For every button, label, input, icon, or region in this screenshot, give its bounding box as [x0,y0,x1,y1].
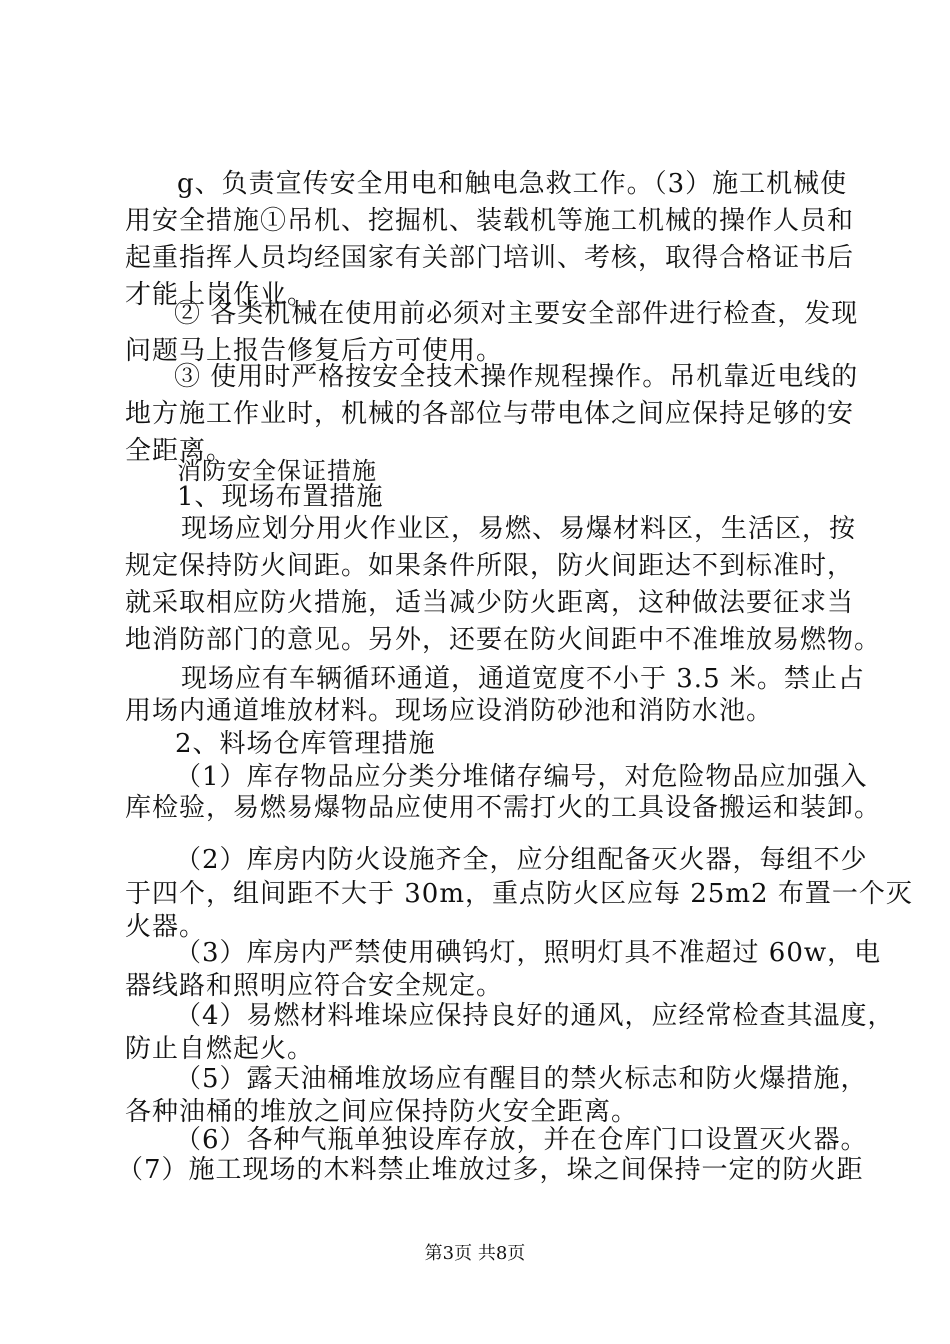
text-line: 各种油桶的堆放之间应保持防火安全距离。 [125,1097,639,1127]
text-line: （2）库房内防火设施齐全，应分组配备灭火器，每组不少 [175,845,868,875]
text-line: ③ 使用时严格按安全技术操作规程操作。吊机靠近电线的 [174,362,859,392]
text-line: 规定保持防火间距。如果条件所限，防火间距达不到标准时， [125,551,855,581]
text-line: 于四个，组间距不大于 30m，重点防火区应每 25m2 布置一个灭 [125,879,913,909]
text-line: 现场应有车辆循环通道，通道宽度不小于 3.5 米。禁止占 [181,664,865,694]
text-line: 用场内通道堆放材料。现场应设消防砂池和消防水池。 [125,696,774,726]
text-line: 现场应划分用火作业区，易燃、易爆材料区，生活区，按 [181,514,857,544]
text-line: 地消防部门的意见。另外，还要在防火间距中不准堆放易燃物。 [125,625,882,655]
text-line: ② 各类机械在使用前必须对主要安全部件进行检查，发现 [174,299,859,329]
text-line: 器线路和照明应符合安全规定。 [125,971,504,1001]
text-line: 全距离。 [125,436,234,466]
text-line: 用安全措施①吊机、挖掘机、装载机等施工机械的操作人员和 [125,206,855,236]
text-line: 地方施工作业时，机械的各部位与带电体之间应保持足够的安 [125,399,855,429]
text-line: （4）易燃材料堆垛应保持良好的通风，应经常检查其温度， [175,1001,895,1031]
page-number-footer: 第3页 共8页 [424,1243,526,1264]
subsection-heading: 2、料场仓库管理措施 [175,729,436,759]
text-line: 才能上岗作业。 [125,280,315,310]
text-line: 火器。 [125,912,207,942]
text-line: 库检验，易燃易爆物品应使用不需打火的工具设备搬运和装卸。 [125,793,882,823]
text-line: （6）各种气瓶单独设库存放，并在仓库门口设置灭火器。 [175,1125,868,1155]
text-line: （1）库存物品应分类分堆储存编号，对危险物品应加强入 [175,762,868,792]
section-heading: 消防安全保证措施 [177,457,377,485]
subsection-heading: 1、现场布置措施 [177,482,384,512]
text-line: 就采取相应防火措施，适当减少防火距离，这种做法要征求当 [125,588,855,618]
text-line: g、负责宣传安全用电和触电急救工作。（3）施工机械使 [177,169,848,199]
text-line: 问题马上报告修复后方可使用。 [125,336,504,366]
text-line: （7）施工现场的木料禁止堆放过多，垛之间保持一定的防火距 [117,1155,864,1185]
text-line: 起重指挥人员均经国家有关部门培训、考核，取得合格证书后 [125,243,855,273]
text-line: 防止自燃起火。 [125,1034,315,1064]
text-line: （3）库房内严禁使用碘钨灯，照明灯具不准超过 60w，电 [175,938,882,968]
text-line: （5）露天油桶堆放场应有醒目的禁火标志和防火爆措施， [175,1064,868,1094]
